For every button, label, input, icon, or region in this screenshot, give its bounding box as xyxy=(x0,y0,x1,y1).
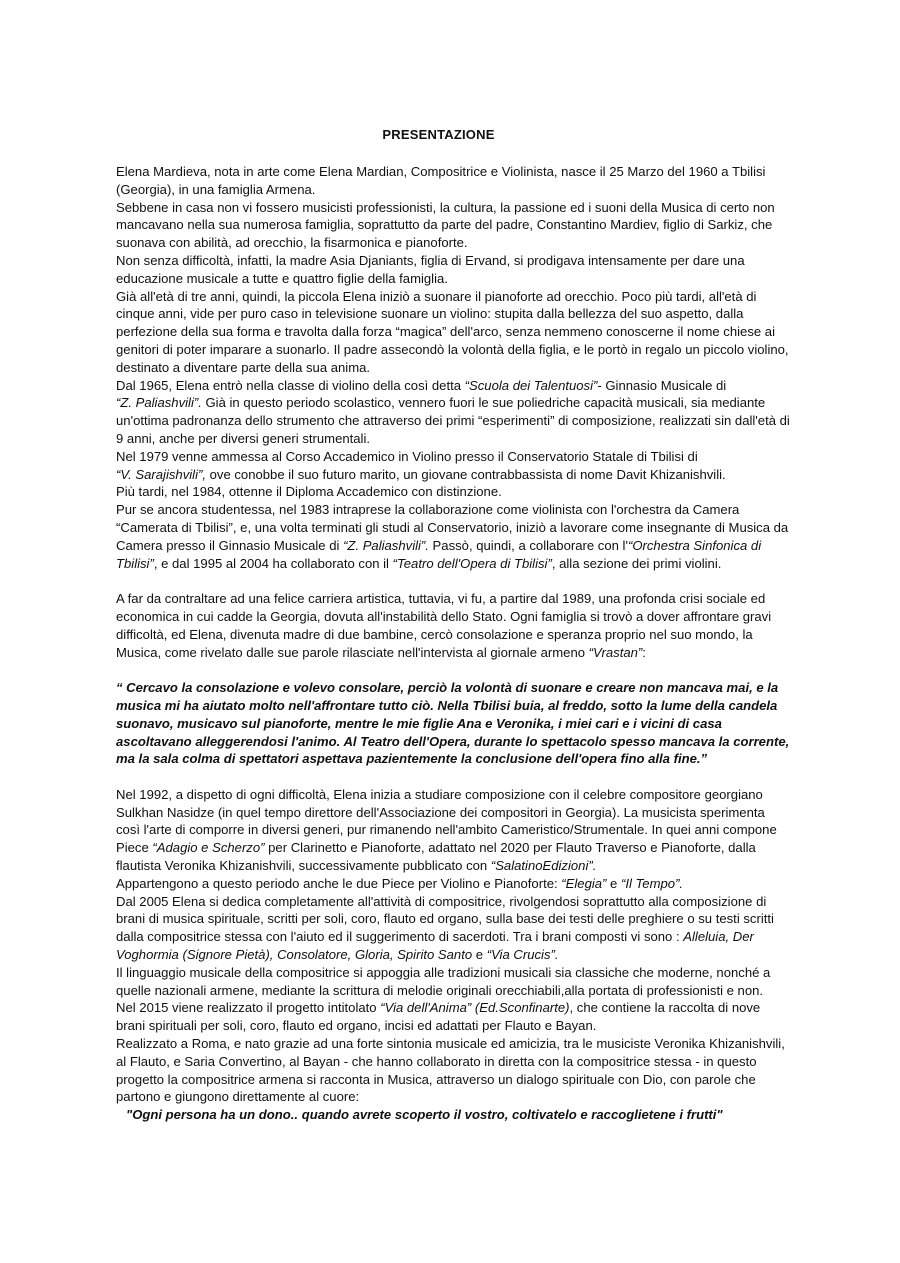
paragraph-composition-study xyxy=(116,786,792,875)
text-run: Nel 1992, a dispetto di ogni difficoltà, Elena inizia a studiare composizione con il celebre compositore georgiano Sulkhan Nasidze (in quel tempo direttore dell'Associazione dei compositori in Georgia). La musicista sperimenta così l'arte di comporre in diversi generi, pur rimanendo nell'ambito Cameristico/Strumentale. In quei anni compone Piece xyxy=(116,786,777,856)
italic-run: “Adagio e Scherzo” xyxy=(152,840,265,856)
text-run: - Ginnasio Musicale di xyxy=(597,377,727,393)
text-run: Dal 1965, Elena entrò nella classe di violino della così detta xyxy=(116,377,465,393)
paragraph-gap xyxy=(116,572,792,590)
text-run: Già in questo periodo scolastico, vennero fuori le sue poliedriche capacità musicali, sia mediante un'ottima padronanza dello strumento che attraverso dei primi “esperimenti” di composizione, realizzati sin dall'età di 9 anni, anche per diversi generi strumentali. xyxy=(116,395,790,446)
text-run: Nel 1979 venne ammessa al Corso Accademico in Violino presso il Conservatorio Statale di Tbilisi di xyxy=(116,448,698,464)
italic-run: “Via Crucis”. xyxy=(486,947,559,963)
text-run: Pur se ancora studentessa, nel 1983 intraprese la collaborazione come violinista con l'orchestra da Camera “Camerata di Tbilisi”, e, una volta terminati gli studi al Conservatorio, iniziò a lavorare come insegnante di Musica da Camera presso il Ginnasio Musicale di xyxy=(116,502,789,553)
text-run: A far da contraltare ad una felice carriera artistica, tuttavia, vi fu, a partire dal 1989, una profonda crisi sociale ed economica in cui cadde la Georgia, dovuta all'instabilità dello Stato. Ogni famiglia si trovò a dover affrontare gravi difficoltà, ed Elena, divenuta madre di due bambine, cercò consolazione e speranza proprio nel suo mondo, la Musica, come rivelato dalle sue parole rilasciate nell'intervista al giornale armeno xyxy=(116,591,772,660)
text-run: , che contiene la raccolta di nove brani spirituali per soli, coro, flauto ed organo, incisi ed adattati per Flauto e Bayan. xyxy=(116,1000,761,1034)
paragraph-gap xyxy=(116,661,792,679)
paragraph-project xyxy=(116,999,792,1035)
paragraph-childhood: Già all'età di tre anni, quindi, la piccola Elena iniziò a suonare il pianoforte ad orecchio. Poco più tardi, all'età di cinque anni, vide per puro caso in televisione suonare un violino: stupita dalla bellezza del suo aspetto, dalla perfezione della sua forma e travolta dalla forza “magica” dell'arco, senza nemmeno conoscerne il nome chiese ai genitori di poter imparare a suonarlo. Il padre assecondò la volontà della figlia, e le portò in regalo un piccolo violino, destinato a diventare parte della sua anima. xyxy=(116,288,789,375)
text-run: e xyxy=(472,947,487,963)
paragraph-birth: Elena Mardieva, nota in arte come Elena Mardian, Compositrice e Violinista, nasce il 25 Marzo del 1960 a Tbilisi (Georgia), in una famiglia Armena. xyxy=(116,164,766,197)
paragraph-diploma: Più tardi, nel 1984, ottenne il Diploma Accademico con distinzione. xyxy=(116,484,502,500)
paragraph-school xyxy=(116,377,792,448)
text-run: e xyxy=(606,875,621,891)
italic-run: “Teatro dell'Opera di Tbilisi” xyxy=(392,555,552,571)
paragraph-conservatory xyxy=(116,448,792,484)
text-run: Dal 2005 Elena si dedica completamente all'attività di compositrice, rivolgendosi soprattutto alla composizione di brani di musica spirituale, scritti per soli, coro, flauto ed organo, sulla base dei testi delle preghiere o su testi scritti dalla compositrice stessa con l'aiuto ed il suggerimento di sacerdoti. Tra i brani composti vi sono : xyxy=(116,893,774,945)
text-run: Appartengono a questo periodo anche le due Piece per Violino e Pianoforte: xyxy=(116,875,562,891)
italic-run: “Vrastan” xyxy=(588,644,643,660)
italic-run: “Via dell'Anima” (Ed.Sconfinarte) xyxy=(380,1000,570,1016)
paragraph-family: Sebbene in casa non vi fossero musicisti professionisti, la cultura, la passione ed i suoni della Musica di certo non mancavano nella sua numerosa famiglia, soprattutto da parte del padre, Constantino Mardiev, figlio di Sarkiz, che suonava con abilità, ad orecchio, la fisarmonica e pianoforte. xyxy=(116,199,775,251)
italic-run: “Orchestra Sinfonica di Tbilisi” xyxy=(116,537,762,571)
italic-run: Alleluia, Der Voghormia (Signore Pietà), Consolatore, Gloria, Spirito Santo xyxy=(116,929,754,963)
paragraph-gap xyxy=(116,768,792,786)
italic-run: “Scuola dei Talentuosi” xyxy=(464,377,598,393)
italic-run: “V. Sarajishvili”, xyxy=(116,466,206,482)
closing-quote: "Ogni persona ha un dono.. quando avrete scoperto il vostro, coltivatelo e raccoglietene i frutti" xyxy=(126,1107,723,1123)
text-run: per Clarinetto e Pianoforte, adattato nel 2020 per Flauto Traverso e Pianoforte, dalla flautista Veronika Khizanishvili, successivamente pubblicato con xyxy=(116,840,756,874)
paragraph-violin-pieces xyxy=(116,875,792,893)
page-title: PRESENTAZIONE xyxy=(382,127,495,142)
paragraph-spiritual-music xyxy=(116,893,792,964)
interview-quote: “ Cercavo la consolazione e volevo consolare, perciò la volontà di suonare e creare non mancava mai, e la musica mi ha aiutato molto nell'affrontare tutto ciò. Nella Tbilisi buia, al freddo, sotto la lume della candela suonavo, musicavo sul pianoforte, mentre le mie figlie Ana e Veronika, i miei cari e i vicini di casa ascoltavano alleggerendosi l'animo. Al Teatro dell'Opera, durante lo spettacolo spesso mancava la corrente, ma la sala colma di spettatori aspettava pazientemente la conclusione dell'opera fino alla fine.” xyxy=(116,680,790,767)
paragraph-rome: Realizzato a Roma, e nato grazie ad una forte sintonia musicale ed amicizia, tra le musiciste Veronika Khizanishvili, al Flauto, e Saria Convertino, al Bayan - che hanno collaborato in diretta con la compositrice stessa - in questo progetto la compositrice armena si racconta in Musica, attraverso un dialogo spirituale con Dio, con parole che partono e giungono direttamente al cuore: xyxy=(116,1036,785,1105)
italic-run: “Z. Paliashvili”. xyxy=(116,395,202,411)
text-run: Passò, quindi, a collaborare con l' xyxy=(428,537,628,553)
text-run: , e dal 1995 al 2004 ha collaborato con il xyxy=(153,555,393,571)
document-body xyxy=(116,163,792,1124)
text-run: ove conobbe il suo futuro marito, un giovane contrabbassista di nome Davit Khizanishvili. xyxy=(205,466,726,482)
italic-run: “Il Tempo”. xyxy=(620,875,684,891)
text-run: , alla sezione dei primi violini. xyxy=(551,555,722,571)
paragraph-career xyxy=(116,501,792,572)
italic-run: “Elegia” xyxy=(561,875,607,891)
paragraph-language: Il linguaggio musicale della compositrice si appoggia alle tradizioni musicali sia classiche che moderne, nonché a quelle nazionali armene, mediante la scrittura di melodie originali orecchiabili,alla portata di professionisti e non. xyxy=(116,964,771,998)
paragraph-mother: Non senza difficoltà, infatti, la madre Asia Djaniants, figlia di Ervand, si prodigava intensamente per dare una educazione musicale a tutte e quattro figlie della famiglia. xyxy=(116,252,745,286)
text-run: : xyxy=(642,644,646,660)
italic-run: “SalatinoEdizioni”. xyxy=(490,858,597,874)
italic-run: “Z. Paliashvili”. xyxy=(343,537,429,553)
paragraph-crisis xyxy=(116,590,792,661)
text-run: Nel 2015 viene realizzato il progetto intitolato xyxy=(116,1000,381,1016)
